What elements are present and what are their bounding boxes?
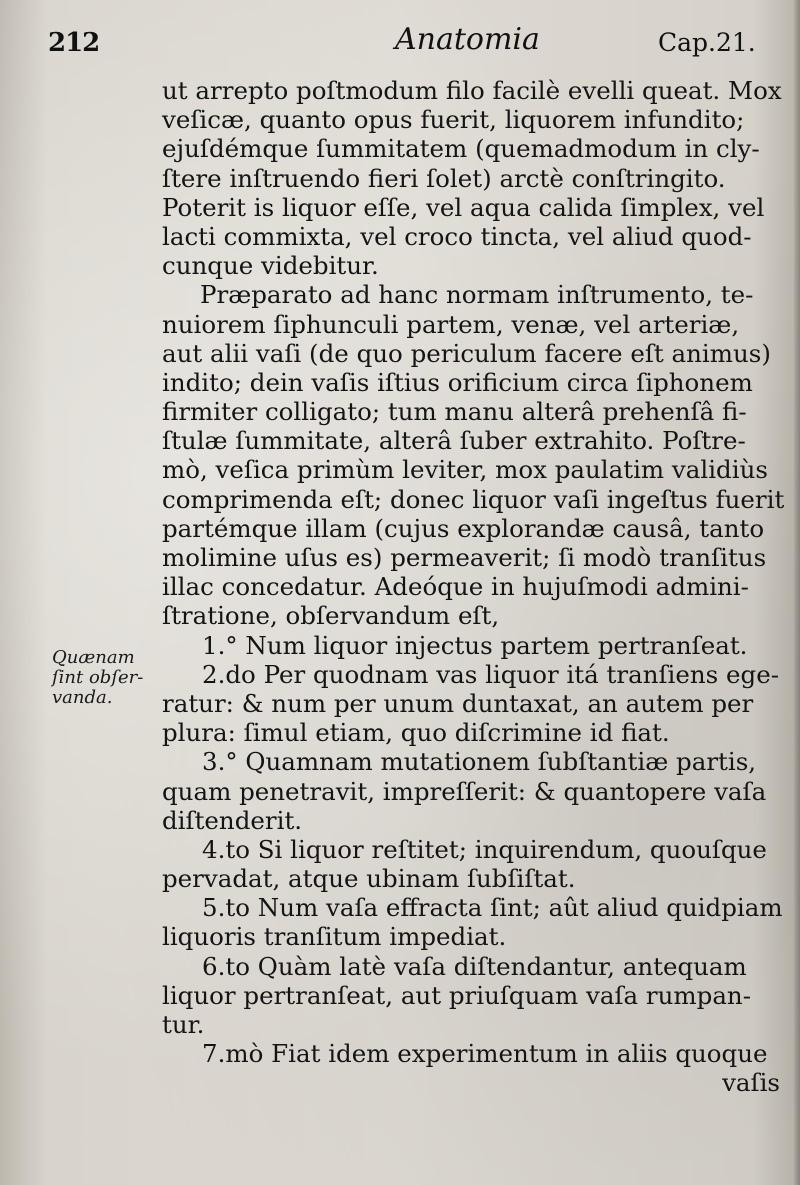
paragraph-start-line: Præparato ad hanc normam inſtrumento, te- [200,280,754,310]
body-text [162,76,785,1098]
marginal-note-line: vanda. [52,687,113,708]
marginal-note [52,648,162,708]
text-line: liquor pertranſeat, aut priuſquam vaſa rumpan- [162,980,751,1010]
text-line: plura: ſimul etiam, quo diſcrimine id fiat. [162,718,670,748]
text-line: veſicæ, quanto opus fuerit, liquorem infundito; [162,105,745,135]
text-line: comprimenda eſt; donec liquor vaſi ingeſtus fuerit [162,484,785,514]
text-line: ſtulæ ſummitate, alterâ ſuber extrahito. Poſtre- [162,426,746,456]
marginal-note-line: Quænam [52,647,135,668]
running-title: Anatomia [395,22,540,57]
text-line: ſtratione, obſervandum eſt, [162,601,500,631]
numbered-item-5: 5.to Num vaſa effracta ſint; aût aliud quidpiam [202,893,783,923]
text-line: ratur: & num per unum duntaxat, an autem per [162,688,754,718]
text-line: aut alii vaſi (de quo periculum facere eſt animus) [162,338,771,368]
text-line: ſtere inſtruendo fieri ſolet) arctè conſtringito. [162,163,726,193]
numbered-item-3: 3.° Quamnam mutationem ſubſtantiæ partis, [202,747,757,777]
text-line: Poterit is liquor eſſe, vel aqua calida ſimplex, vel [162,192,765,222]
marginal-note-line: ſint obſer- [52,667,144,688]
numbered-item-4: 4.to Si liquor reſtitet; inquirendum, quouſque [202,834,767,864]
text-line: lacti commixta, vel croco tincta, vel aliud quod- [162,221,752,251]
text-line: firmiter colligato; tum manu alterâ prehenſâ fi- [162,397,747,427]
text-line: ut arrepto poſtmodum filo facilè evelli queat. Mox [162,76,782,105]
page-number: 212 [48,28,100,58]
running-head [40,14,780,60]
text-line: diſtenderit. [162,805,303,835]
numbered-item-2: 2.do Per quodnam vas liquor itá tranſiens ege- [202,659,779,689]
text-line: molimine uſus es) permeaverit; ſi modò tranſitus [162,543,767,572]
text-line: mò, veſica primùm leviter, mox paulatim validiùs [162,455,768,485]
text-line: tur. [162,1010,205,1039]
text-line: quam penetravit, impreſſerit: & quantopere vaſa [162,776,767,806]
chapter-reference: Cap.21. [658,28,756,57]
numbered-item-7: 7.mò Fiat idem experimentum in aliis quoque [202,1039,768,1069]
text-line: liquoris tranſitum impediat. [162,922,507,952]
page-edge-shadow [794,0,800,1185]
text-line: indito; dein vaſis iſtius orificium circa ſiphonem [162,367,753,397]
text-line: ejuſdémque ſummitatem (quemadmodum in cly- [162,134,760,164]
text-line: cunque videbitur. [162,251,379,281]
text-line: pervadat, atque ubinam ſubſiſtat. [162,864,576,894]
catchword: vaſis [722,1068,780,1098]
numbered-item-1: 1.° Num liquor injectus partem pertranſeat. [202,630,748,660]
text-line: nuiorem ſiphunculi partem, venæ, vel arteriæ, [162,309,740,339]
numbered-item-6: 6.to Quàm latè vaſa diſtendantur, antequam [202,951,747,981]
text-line: partémque illam (cujus explorandæ causâ, tanto [162,513,765,543]
text-line: illac concedatur. Adeóque in hujuſmodi admini- [162,572,749,602]
